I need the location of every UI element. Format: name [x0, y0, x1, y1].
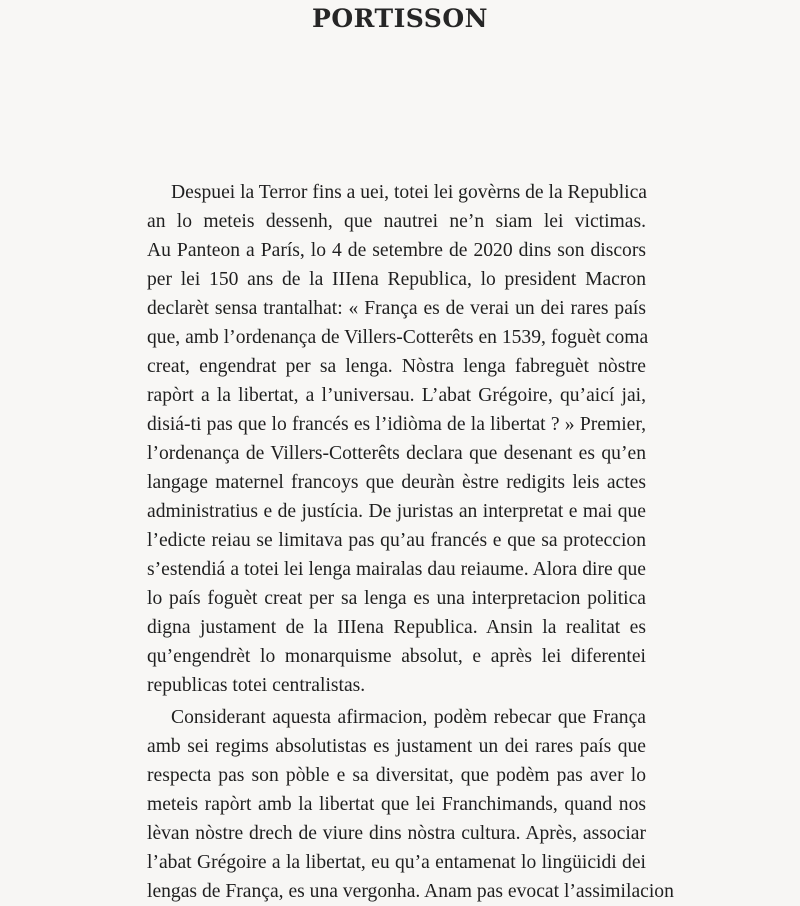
text-line: qu’engendrèt lo monarquisme absolut, e après lei diferentei [147, 646, 646, 667]
text-line: disiá-ti pas que lo francés es l’idiòma de la libertat ? » Premier, [147, 414, 646, 435]
text-line: langage maternel francoys que deuràn èstre redigits leis actes [147, 472, 646, 493]
paragraph-1 [147, 178, 649, 700]
text-line: Considerant aquesta afirmacion, podèm rebecar que França [171, 707, 646, 728]
text-line: Au Panteon a París, lo 4 de setembre de 2020 dins son discors [147, 240, 646, 261]
text-line: s’estendiá a totei lei lenga mairalas dau reiaume. Alora dire que [147, 559, 646, 580]
text-line: declarèt sensa trantalhat: « França es de verai un dei rares país [147, 298, 646, 319]
chapter-title: PORTISSON [312, 4, 488, 33]
text-line: rapòrt a la libertat, a l’universau. L’abat Grégoire, qu’aicí jai, [147, 385, 646, 406]
text-line: lengas de França, es una vergonha. Anam pas evocat l’assimilacion [147, 881, 674, 902]
text-line: amb sei regims absolutistas es justament un dei rares país que [147, 736, 646, 757]
text-line: creat, engendrat per sa lenga. Nòstra lenga fabreguèt nòstre [147, 356, 646, 377]
text-line: meteis rapòrt amb la libertat que lei Franchimands, quand nos [147, 794, 646, 815]
text-line: administratius e de justícia. De juristas an interpretat e mai que [147, 501, 646, 522]
text-line: que, amb l’ordenança de Villers-Cotterêts en 1539, foguèt coma [147, 327, 649, 348]
text-line: lo país foguèt creat per sa lenga es una interpretacion politica [147, 588, 646, 609]
body-text [147, 178, 674, 906]
paragraph-2 [147, 703, 674, 906]
text-line: Despuei la Terror fins a uei, totei lei govèrns de la Republica [171, 182, 647, 203]
text-line: per lei 150 ans de la IIIena Republica, lo president Macron [147, 269, 646, 290]
text-line: lèvan nòstre drech de viure dins nòstra cultura. Après, associar [147, 823, 646, 844]
text-line: digna justament de la IIIena Republica. Ansin la realitat es [147, 617, 646, 638]
text-line: l’edicte reiau se limitava pas qu’au francés e que sa proteccion [147, 530, 646, 551]
text-line: an lo meteis dessenh, que nautrei ne’n siam lei victimas. [147, 211, 646, 232]
text-line: respecta pas son pòble e sa diversitat, que podèm pas aver lo [147, 765, 646, 786]
text-line: republicas totei centralistas. [147, 675, 366, 696]
text-line: l’ordenança de Villers-Cotterêts declara que desenant es qu’en [147, 443, 646, 464]
text-line: l’abat Grégoire a la libertat, eu qu’a entamenat lo lingüicidi dei [147, 852, 646, 873]
